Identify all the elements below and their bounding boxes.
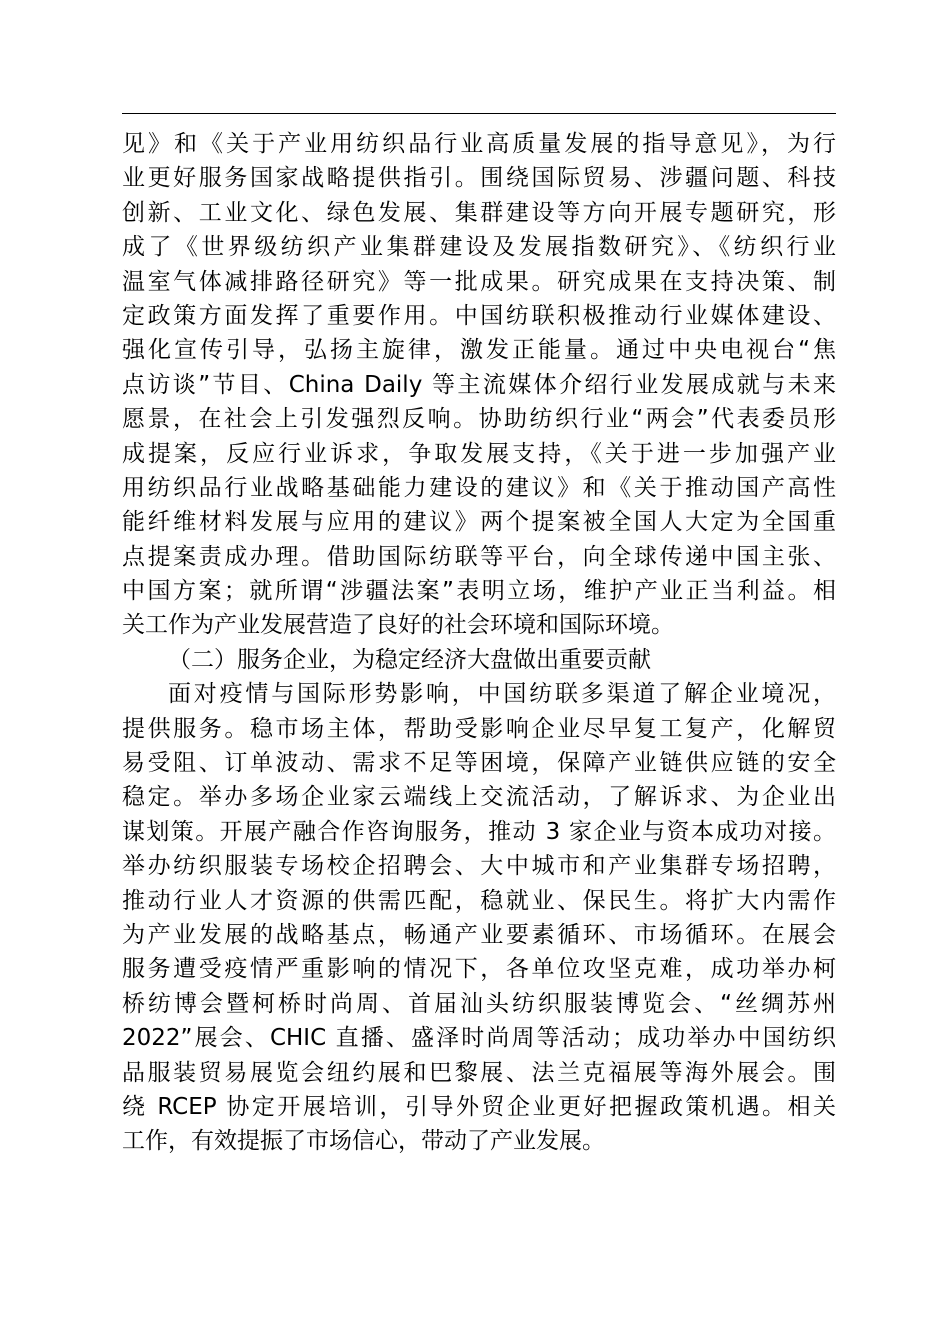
text-line: 点访谈”节目、China Daily 等主流媒体介绍行业发展成就与未来 [122,371,836,398]
text-line: 面对疫情与国际形势影响，中国纺联多渠道了解企业境况， [168,681,836,708]
text-line: 用纺织品行业战略基础能力建设的建议》和《关于推动国产高性 [122,474,836,501]
text-line: 易受阻、订单波动、需求不足等困境，保障产业链供应链的安全 [122,750,836,777]
text-line: 业更好服务国家战略提供指引。围绕国际贸易、涉疆问题、科技 [122,165,836,192]
text-line: 愿景，在社会上引发强烈反响。协助纺织行业“两会”代表委员形 [122,406,836,433]
text-line: 能纤维材料发展与应用的建议》两个提案被全国人大定为全国重 [122,509,836,536]
text-line: 创新、工业文化、绿色发展、集群建设等方向开展专题研究，形 [122,199,836,226]
text-line: 强化宣传引导，弘扬主旋律，激发正能量。通过中央电视台“焦 [122,337,836,364]
text-line: 成提案，反应行业诉求，争取发展支持，《关于进一步加强产业 [122,440,836,467]
text-line: 桥纺博会暨柯桥时尚周、首届汕头纺织服装博览会、“丝绸苏州 [122,990,836,1017]
header-rule [122,113,836,114]
text-line: 温室气体减排路径研究》等一批成果。研究成果在支持决策、制 [122,268,836,295]
text-line: 绕 RCEP 协定开展培训，引导外贸企业更好把握政策机遇。相关 [122,1093,836,1120]
text-line: 举办纺织服装专场校企招聘会、大中城市和产业集群专场招聘， [122,853,836,880]
body-text [122,127,836,1159]
text-line: 稳定。举办多场企业家云端线上交流活动，了解诉求、为企业出 [122,784,836,811]
text-line: 服务遭受疫情严重影响的情况下，各单位攻坚克难，成功举办柯 [122,956,836,983]
text-line: 见》和《关于产业用纺织品行业高质量发展的指导意见》，为行 [122,131,836,157]
text-line: 推动行业人才资源的供需匹配，稳就业、保民生。将扩大内需作 [122,887,836,914]
text-line: 点提案责成办理。借助国际纺联等平台，向全球传递中国主张、 [122,543,836,570]
text-line: 提供服务。稳市场主体，帮助受影响企业尽早复工复产，化解贸 [122,715,836,742]
text-line: 为产业发展的战略基点，畅通产业要素循环、市场循环。在展会 [122,921,836,948]
text-line: 中国方案；就所谓“涉疆法案”表明立场，维护产业正当利益。相 [122,578,836,605]
text-line: 品服装贸易展览会纽约展和巴黎展、法兰克福展等海外展会。围 [122,1059,836,1086]
text-line: 谋划策。开展产融合作咨询服务，推动 3 家企业与资本成功对接。 [122,818,836,845]
text-line: 工作，有效提振了市场信心，带动了产业发展。 [122,1128,605,1155]
text-line: 关工作为产业发展营造了良好的社会环境和国际环境。 [122,612,674,639]
text-line: 定政策方面发挥了重要作用。中国纺联积极推动行业媒体建设、 [122,302,836,329]
section-heading: （二）服务企业，为稳定经济大盘做出重要贡献 [168,646,651,673]
text-line: 成了《世界级纺织产业集群建设及发展指数研究》、《纺织行业 [122,234,836,261]
text-line: 2022”展会、CHIC 直播、盛泽时尚周等活动；成功举办中国纺织 [122,1025,836,1052]
